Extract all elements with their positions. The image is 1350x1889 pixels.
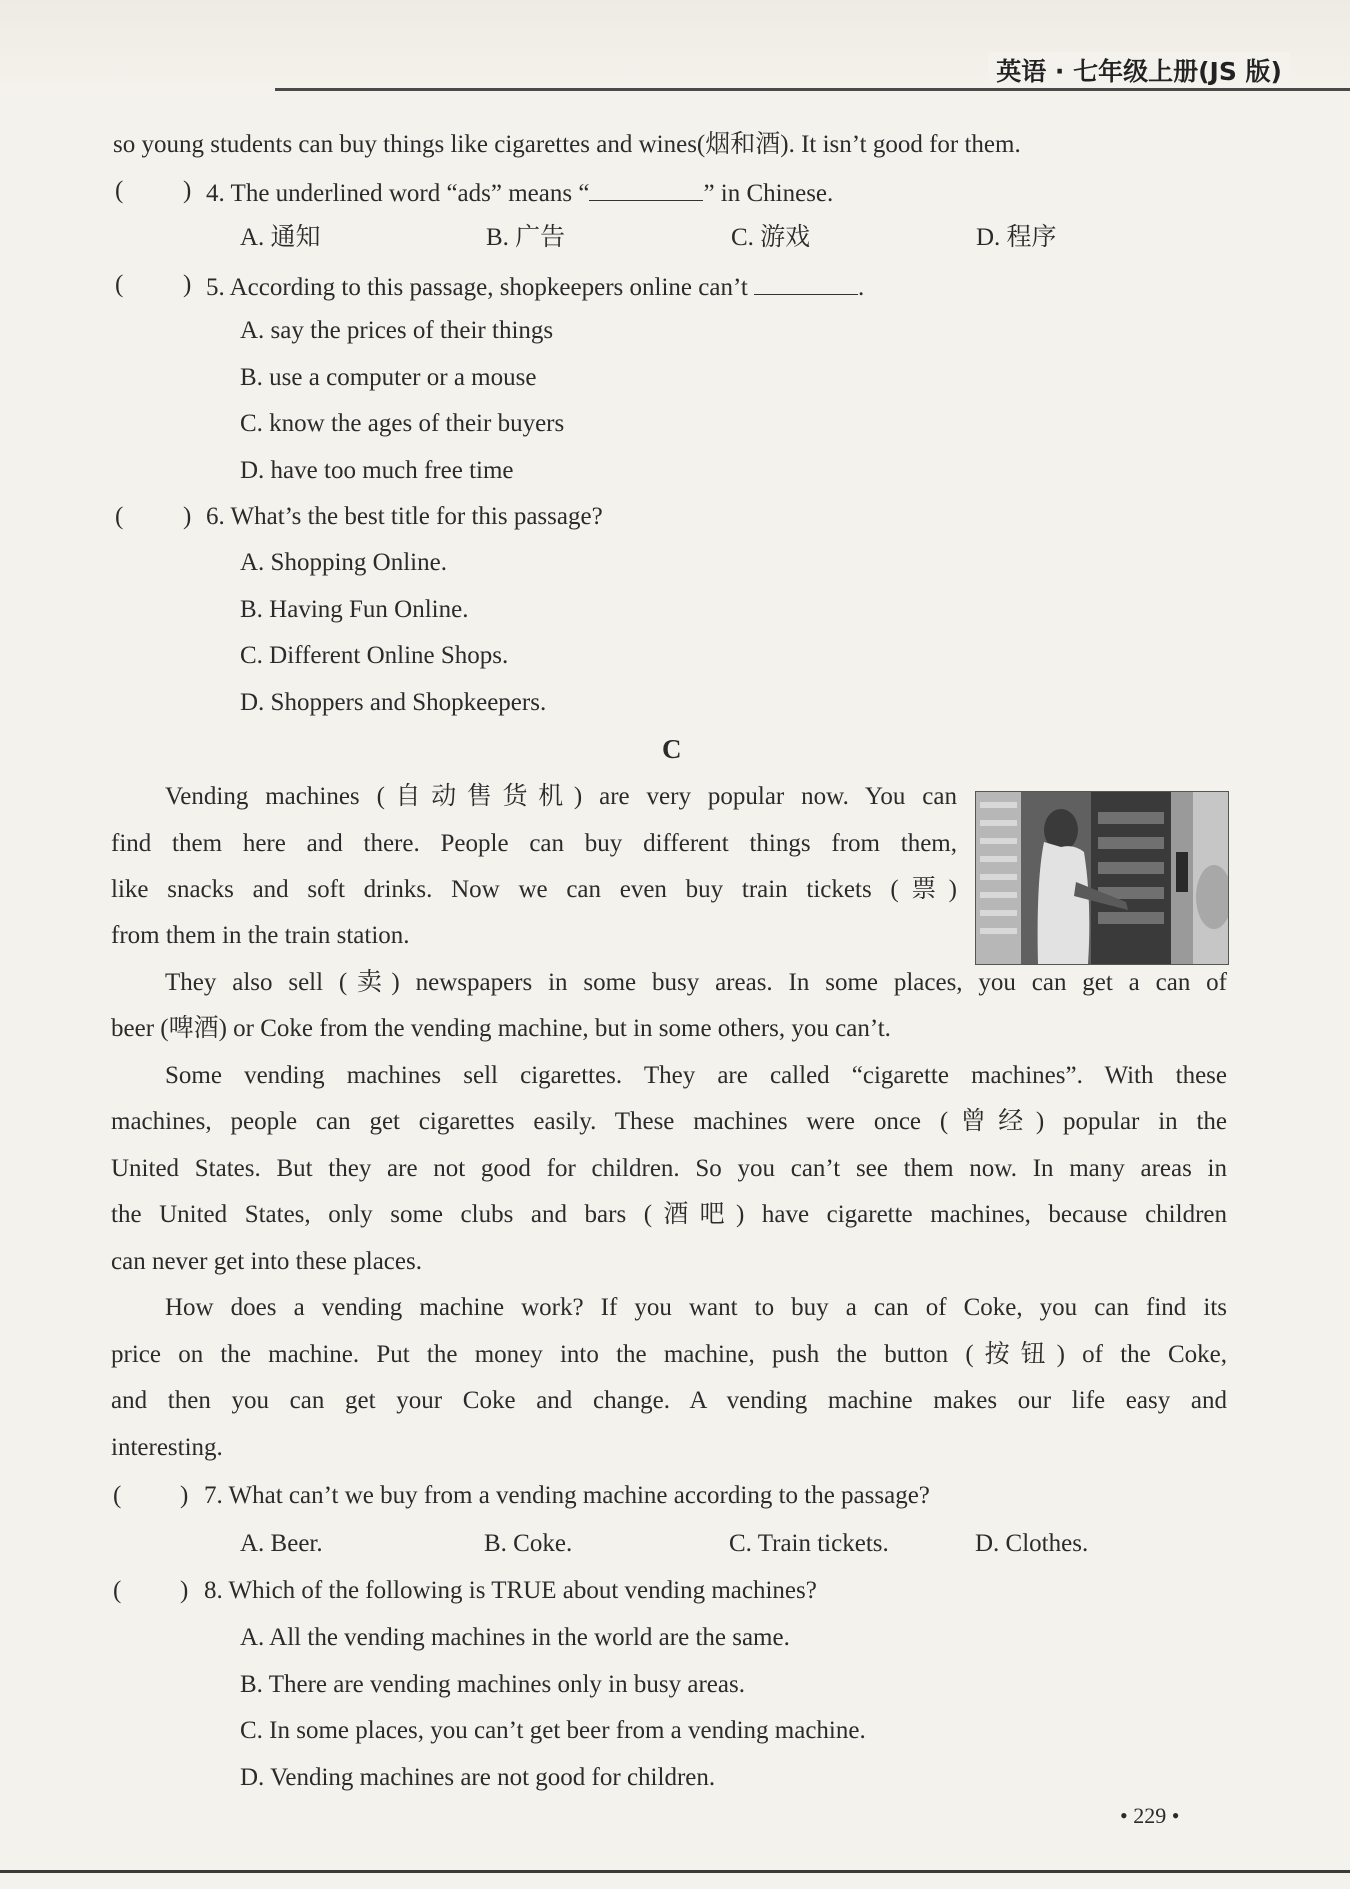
answer-paren-close: ) <box>183 177 192 204</box>
book-title: 英语 · 七年级上册(JS 版) <box>988 52 1290 88</box>
question-5-option-d: D. have too much free time <box>240 457 514 484</box>
bottom-rule <box>0 1870 1350 1873</box>
answer-blank <box>589 176 703 201</box>
question-4-option-a: A. 通知 <box>240 224 321 251</box>
passage-line: machines, people can get cigarettes easily. These machines were once (曾经) popular in the <box>111 1108 1227 1135</box>
passage-line: They also sell (卖) newspapers in some busy areas. In some places, you can get a can of <box>165 969 1227 996</box>
question-4-stem-b: ” in Chinese. <box>703 180 834 207</box>
passage-line: Vending machines (自动售货机) are very popular now. You can <box>165 783 957 810</box>
answer-paren-open: ( <box>113 1577 122 1604</box>
question-4-option-c: C. 游戏 <box>731 224 811 251</box>
answer-paren-open: ( <box>113 1482 122 1509</box>
answer-paren-close: ) <box>180 1577 189 1604</box>
question-4-stem <box>206 176 833 209</box>
question-8-stem: 8. Which of the following is TRUE about vending machines? <box>204 1577 817 1604</box>
passage-line: beer (啤酒) or Coke from the vending machine, but in some others, you can’t. <box>111 1015 891 1042</box>
question-5-stem <box>206 270 864 303</box>
question-7-option-c: C. Train tickets. <box>729 1530 889 1557</box>
answer-paren-open: ( <box>115 271 124 298</box>
passage-line: interesting. <box>111 1434 223 1461</box>
question-7-stem: 7. What can’t we buy from a vending machine according to the passage? <box>204 1482 930 1509</box>
question-6-option-a: A. Shopping Online. <box>240 549 447 576</box>
passage-line: from them in the train station. <box>111 922 410 949</box>
question-4-stem-a: 4. The underlined word “ads” means “ <box>206 180 590 207</box>
passage-line: like snacks and soft drinks. Now we can even buy train tickets (票) <box>111 876 957 903</box>
question-8-option-d: D. Vending machines are not good for children. <box>240 1764 716 1791</box>
passage-line: How does a vending machine work? If you want to buy a can of Coke, you can find its <box>165 1294 1227 1321</box>
question-8-option-a: A. All the vending machines in the world are the same. <box>240 1624 790 1651</box>
question-5-option-a: A. say the prices of their things <box>240 317 554 344</box>
answer-paren-open: ( <box>115 503 124 530</box>
question-4-option-b: B. 广告 <box>486 224 566 251</box>
question-8-option-c: C. In some places, you can’t get beer from a vending machine. <box>240 1717 866 1744</box>
page-number: • 229 • <box>1120 1803 1180 1828</box>
question-6-option-d: D. Shoppers and Shopkeepers. <box>240 689 547 716</box>
question-5-option-c: C. know the ages of their buyers <box>240 410 565 437</box>
header-rule <box>275 88 1350 91</box>
passage-line: can never get into these places. <box>111 1248 422 1275</box>
vending-machine-photo <box>975 791 1229 965</box>
answer-paren-open: ( <box>115 177 124 204</box>
question-6-option-c: C. Different Online Shops. <box>240 642 509 669</box>
answer-paren-close: ) <box>183 271 192 298</box>
answer-blank <box>754 270 858 295</box>
passage-line: price on the machine. Put the money into the machine, push the button (按钮) of the Coke, <box>111 1341 1227 1368</box>
passage-line: the United States, only some clubs and bars (酒吧) have cigarette machines, because children <box>111 1201 1227 1228</box>
passage-line: United States. But they are not good for children. So you can’t see them now. In many areas in <box>111 1155 1227 1182</box>
passage-line: Some vending machines sell cigarettes. They are called “cigarette machines”. With these <box>165 1062 1227 1089</box>
question-5-option-b: B. use a computer or a mouse <box>240 364 537 391</box>
question-4-option-d: D. 程序 <box>976 224 1057 251</box>
question-8-option-b: B. There are vending machines only in busy areas. <box>240 1671 745 1698</box>
answer-paren-close: ) <box>183 503 192 530</box>
passage-line: and then you can get your Coke and change. A vending machine makes our life easy and <box>111 1387 1227 1414</box>
section-heading: C <box>662 734 682 764</box>
question-6-option-b: B. Having Fun Online. <box>240 596 469 623</box>
question-5-stem-text: 5. According to this passage, shopkeepers online can’t <box>206 274 748 301</box>
carryover-line: so young students can buy things like cigarettes and wines(烟和酒). It isn’t good for them. <box>113 131 1021 158</box>
passage-line: find them here and there. People can buy different things from them, <box>111 830 957 857</box>
question-7-option-a: A. Beer. <box>240 1530 323 1557</box>
question-5-stem-end: . <box>858 274 865 301</box>
question-7-option-d: D. Clothes. <box>975 1530 1089 1557</box>
answer-paren-close: ) <box>180 1482 189 1509</box>
question-7-option-b: B. Coke. <box>484 1530 573 1557</box>
question-6-stem: 6. What’s the best title for this passage? <box>206 503 603 530</box>
